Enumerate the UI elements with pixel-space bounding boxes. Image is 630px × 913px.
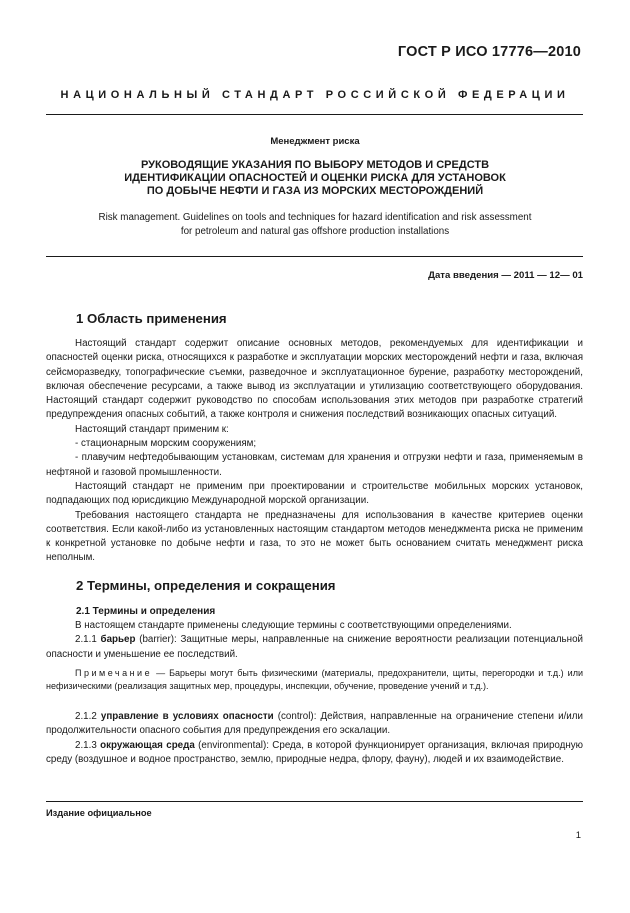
- footer-divider: [46, 801, 583, 802]
- title-ru-line: ПО ДОБЫЧЕ НЕФТИ И ГАЗА ИЗ МОРСКИХ МЕСТОРОЖДЕНИЙ: [146, 185, 484, 197]
- section-1-body: [46, 337, 583, 566]
- term-definition: [46, 633, 583, 662]
- paragraph: Требования настоящего стандарта не предназначены для использования в качестве критериев оценки соответствия. Если какой-либо из установленных настоящим стандартом методов менеджмента риска не применим к конкретной установке по добыче нефти и газа, то это не может быть основанием считать менеджмент риска неполным.: [46, 509, 583, 564]
- page-number: 1: [575, 830, 581, 841]
- term-number: 2.1.3: [75, 739, 97, 751]
- term-name: окружающая среда: [100, 739, 195, 751]
- section-2-heading: 2 Термины, определения и сокращения: [76, 578, 336, 593]
- title-divider: [46, 256, 583, 257]
- term-name: барьер: [100, 634, 136, 646]
- section-1-heading: 1 Область применения: [76, 311, 227, 326]
- section-2-intro: [46, 619, 583, 662]
- term-name: управление в условиях опасности: [100, 711, 274, 722]
- paragraph: Настоящий стандарт применим к:: [75, 423, 229, 435]
- standard-code: ГОСТ Р ИСО 17776—2010: [397, 44, 581, 60]
- title-english: [60, 211, 570, 239]
- note-text: — Барьеры могут быть физическими (материалы, предохранители, щиты, перегородки и т.д.) или нефизическими (реализация защитных мер, процедуры, инспекции, обучение, проведение учений и т.д.).: [46, 668, 583, 691]
- term-text: (control): Действия, направленные на ограничение степени и/или продолжительности опасного события для предупреждения его эскалации.: [46, 711, 583, 737]
- note: [46, 667, 583, 693]
- term-definition: [46, 739, 583, 768]
- paragraph: Настоящий стандарт содержит описание основных методов, рекомендуемых для идентификации и опасностей оценки риска, относящихся к разработке и эксплуатации морских месторождений нефти и газа, включая сейсморазведку, топографические съемки, разведочное и эксплуатационное бурение, разработку месторождений, включая обеспечение ресурсами, а также вывод из эксплуатации и утилизацию соответствующего оборудования. Настоящий стандарт содержит руководство по способам использования этих методов при разработке стратегий предупреждения опасных событий, а также контроля и снижения последствий возникающих опасных ситуаций.: [46, 338, 583, 421]
- subsection-2-1-heading: 2.1 Термины и определения: [76, 606, 216, 617]
- term-number: 2.1.2: [75, 711, 97, 722]
- introduction-date: Дата введения — 2011 — 12— 01: [428, 270, 583, 281]
- national-standard-banner: НАЦИОНАЛЬНЫЙ СТАНДАРТ РОССИЙСКОЙ ФЕДЕРАЦИИ: [60, 89, 570, 101]
- title-en-line: Risk management. Guidelines on tools and techniques for hazard identification and risk assessment: [98, 212, 532, 223]
- top-divider: [46, 114, 583, 115]
- paragraph: В настоящем стандарте применены следующие термины с соответствующими определениями.: [75, 620, 512, 631]
- title-russian: [80, 159, 550, 198]
- note-block: [46, 667, 583, 693]
- list-item: - стационарным морским сооружениям;: [75, 438, 257, 450]
- title-ru-line: ИДЕНТИФИКАЦИИ ОПАСНОСТЕЙ И ОЦЕНКИ РИСКА ДЛЯ УСТАНОВОК: [124, 172, 506, 184]
- term-number: 2.1.1: [75, 634, 97, 646]
- list-item: - плавучим нефтедобывающим установкам, системам для хранения и отгрузки нефти и газа, применяемым в нефтяной и газовой промышленности.: [46, 452, 583, 478]
- term-definition: [46, 710, 583, 739]
- note-label: Примечание: [75, 668, 153, 678]
- edition-label: Издание официальное: [46, 808, 152, 818]
- document-subject: Менеджмент риска: [270, 136, 360, 147]
- title-ru-line: РУКОВОДЯЩИЕ УКАЗАНИЯ ПО ВЫБОРУ МЕТОДОВ И СРЕДСТВ: [140, 159, 490, 171]
- section-2-terms: [46, 710, 583, 767]
- term-text: (barrier): Защитные меры, направленные на снижение вероятности реализации потенциальной опасности и уменьшение ее последствий.: [46, 634, 583, 660]
- term-text: (environmental): Среда, в которой функционирует организация, включая природную среду (воздушное и водное пространство, землю, природные недра, флору, фауну), людей и их взаимодействие.: [46, 739, 584, 765]
- paragraph: Настоящий стандарт не применим при проектировании и строительстве мобильных морских установок, подпадающих под юрисдикцию Международной морской организации.: [46, 480, 583, 507]
- title-en-line: for petroleum and natural gas offshore production installations: [180, 226, 450, 237]
